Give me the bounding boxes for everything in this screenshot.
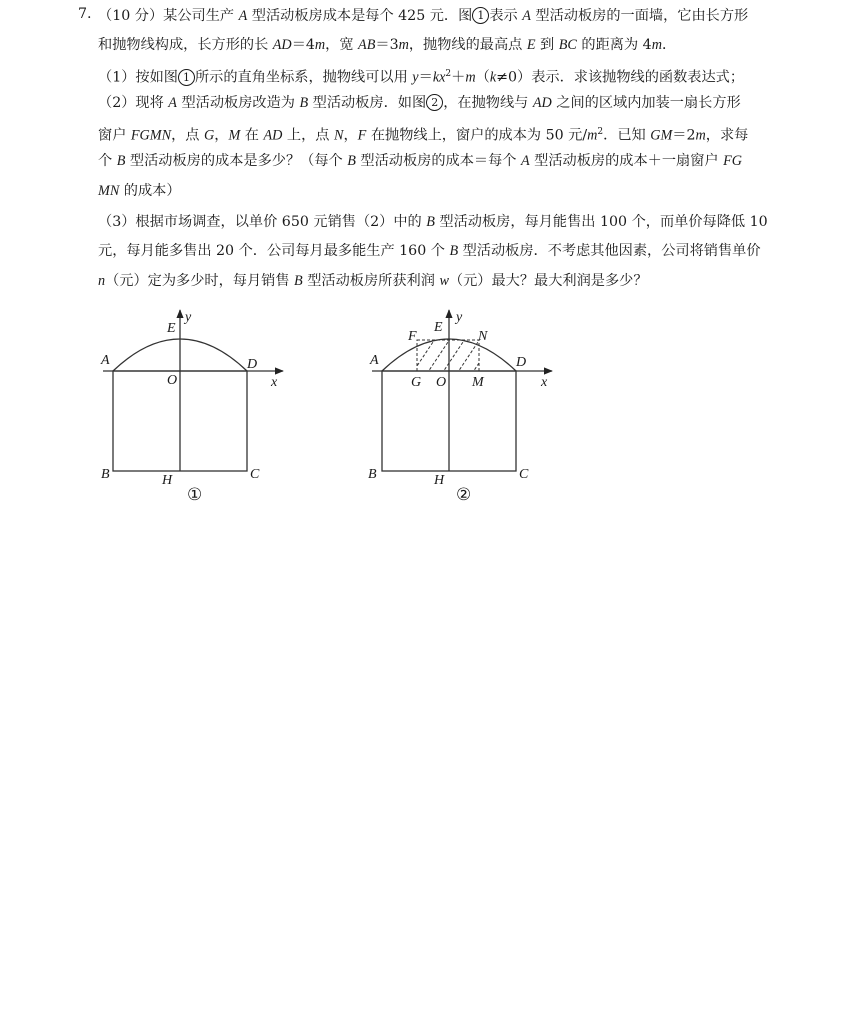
text-segment: ． <box>661 37 677 53</box>
math-variable: n <box>98 273 106 289</box>
text-segment: ＋ <box>451 69 466 86</box>
math-variable: B <box>116 153 126 169</box>
label-D: D <box>247 357 258 372</box>
label-A: A <box>101 353 110 368</box>
problem-line <box>98 122 748 146</box>
math-variable: M <box>228 127 241 144</box>
text-segment: 到 <box>535 37 559 53</box>
text-segment: ＝3 <box>375 37 399 53</box>
label-C: C <box>250 467 260 482</box>
math-variable: AB <box>358 37 376 53</box>
text-segment: （元）定为多少时，每月销售 <box>105 273 295 289</box>
math-variable: AD <box>263 127 283 144</box>
math-variable: m <box>465 69 476 86</box>
label-x: x <box>271 375 278 390</box>
text-segment: 和抛物线构成，长方形的长 <box>98 37 273 53</box>
math-variable: AD <box>272 37 292 53</box>
text-segment: （10 分）某公司生产 <box>98 8 239 24</box>
math-variable: B <box>294 273 303 289</box>
label-B: B <box>368 467 377 482</box>
math-variable: y <box>412 69 419 86</box>
problem-line <box>98 6 748 26</box>
text-segment: 型活动板房的成本＋一扇窗户 <box>529 153 724 169</box>
text-segment: 个 <box>98 153 117 169</box>
text-segment: 型活动板房．不考虑其他因素，公司将销售单价 <box>458 243 761 259</box>
circled-number: 1 <box>178 69 195 86</box>
math-variable: kx <box>432 69 446 86</box>
label-H: H <box>162 473 173 488</box>
math-variable: F <box>357 127 367 144</box>
math-variable: G <box>203 127 215 144</box>
math-variable: w <box>439 273 449 289</box>
figure-1 <box>95 300 295 510</box>
figure-2-caption: ② <box>456 485 472 504</box>
label-N: N <box>478 329 488 344</box>
label-F: F <box>408 329 417 344</box>
text-segment: ．已知 <box>603 127 651 144</box>
text-segment: 型活动板房改造为 <box>176 95 300 111</box>
circled-number: 1 <box>472 7 489 24</box>
math-variable: BC <box>558 37 577 53</box>
math-variable: FG <box>723 153 743 169</box>
math-variable: B <box>347 153 356 169</box>
text-segment: 表示 <box>489 8 523 24</box>
label-D: D <box>516 355 527 370</box>
text-segment: ，点 <box>171 127 204 144</box>
math-variable: A <box>168 95 177 111</box>
text-segment: 型活动板房，每月能售出 100 个，而单价每降低 10 <box>434 214 768 230</box>
problem-number: 7. <box>78 6 92 22</box>
text-segment: 型活动板房的成本是多少？（每个 <box>125 153 348 169</box>
text-segment: ， <box>343 127 358 144</box>
text-segment: （3）根据市场调查，以单价 650 元销售（2）中的 <box>98 214 427 230</box>
text-segment: ，求每 <box>705 127 749 144</box>
problem-line <box>98 212 768 232</box>
math-variable: m <box>587 127 598 144</box>
text-segment: ，在抛物线与 <box>443 95 533 111</box>
label-B: B <box>101 467 110 482</box>
text-segment: 窗户 <box>98 127 131 144</box>
problem-line <box>98 151 742 171</box>
text-segment: ＝ <box>418 69 433 86</box>
label-M: M <box>472 375 484 390</box>
math-variable: m <box>695 127 706 144</box>
label-G: G <box>411 375 422 390</box>
problem-line <box>98 64 744 88</box>
text-segment: ＝4 <box>291 37 315 53</box>
math-variable: N <box>334 127 344 144</box>
text-segment: 在抛物线上，窗户的成本为 50 元/ <box>366 127 588 144</box>
text-segment: （2）现将 <box>98 95 169 111</box>
text-segment: ＝2 <box>672 127 696 144</box>
problem-line <box>98 241 761 261</box>
problem-line <box>98 35 676 55</box>
math-variable: A <box>522 8 531 24</box>
text-segment: （1）按如图 <box>98 69 178 86</box>
label-y: y <box>456 310 463 325</box>
label-O: O <box>436 375 447 390</box>
text-segment: 的成本） <box>119 183 181 199</box>
math-variable: k <box>489 69 497 86</box>
text-segment: 型活动板房成本是每个 425 元．图 <box>247 8 473 24</box>
math-variable: B <box>299 95 309 111</box>
math-variable: GM <box>650 127 673 144</box>
text-segment: 之间的区域内加装一扇长方形 <box>551 95 741 111</box>
text-segment: 型活动板房的一面墙，它由长方形 <box>530 8 749 24</box>
text-segment: ， <box>214 127 229 144</box>
text-segment: 的距离为 4 <box>576 37 652 53</box>
problem-line <box>98 271 648 291</box>
math-variable: A <box>520 153 530 169</box>
label-E: E <box>167 321 176 336</box>
text-segment: 上，点 <box>282 127 334 144</box>
math-variable: MN <box>98 183 120 199</box>
label-y: y <box>185 310 192 325</box>
superscript: 2 <box>597 127 604 137</box>
label-x: x <box>541 375 548 390</box>
problem-line <box>98 93 741 113</box>
text-segment: （元）最大？最大利润是多少？ <box>448 273 648 289</box>
label-C: C <box>519 467 529 482</box>
label-A: A <box>370 353 379 368</box>
text-segment: 型活动板房．如图 <box>308 95 427 111</box>
figure-1-caption: ① <box>187 485 203 504</box>
label-H: H <box>434 473 445 488</box>
math-variable: m <box>314 37 326 53</box>
label-O: O <box>167 373 178 388</box>
math-variable: AD <box>532 95 552 111</box>
text-segment: ，抛物线的最高点 <box>408 37 527 53</box>
text-segment: 所示的直角坐标系，抛物线可以用 <box>194 69 413 86</box>
text-segment: 在 <box>240 127 264 144</box>
math-variable: B <box>449 243 459 259</box>
text-segment: 型活动板房的成本＝每个 <box>355 153 521 169</box>
math-variable: FGMN <box>130 127 172 144</box>
text-segment: ≠0）表示．求该抛物线的函数表达式； <box>496 69 745 86</box>
math-variable: A <box>238 8 248 24</box>
text-segment: 型活动板房所获利润 <box>302 273 440 289</box>
math-variable: B <box>426 214 435 230</box>
label-E: E <box>434 320 443 335</box>
circled-number: 2 <box>426 94 443 111</box>
math-variable: m <box>398 37 409 53</box>
math-variable: m <box>651 37 662 53</box>
problem-line <box>98 181 181 201</box>
text-segment: ，宽 <box>325 37 359 53</box>
text-segment: （ <box>475 69 490 86</box>
math-variable: E <box>526 37 536 53</box>
figure-2 <box>364 300 564 510</box>
superscript: 2 <box>445 69 452 79</box>
text-segment: 元，每月能多售出 20 个．公司每月最多能生产 160 个 <box>98 243 450 259</box>
